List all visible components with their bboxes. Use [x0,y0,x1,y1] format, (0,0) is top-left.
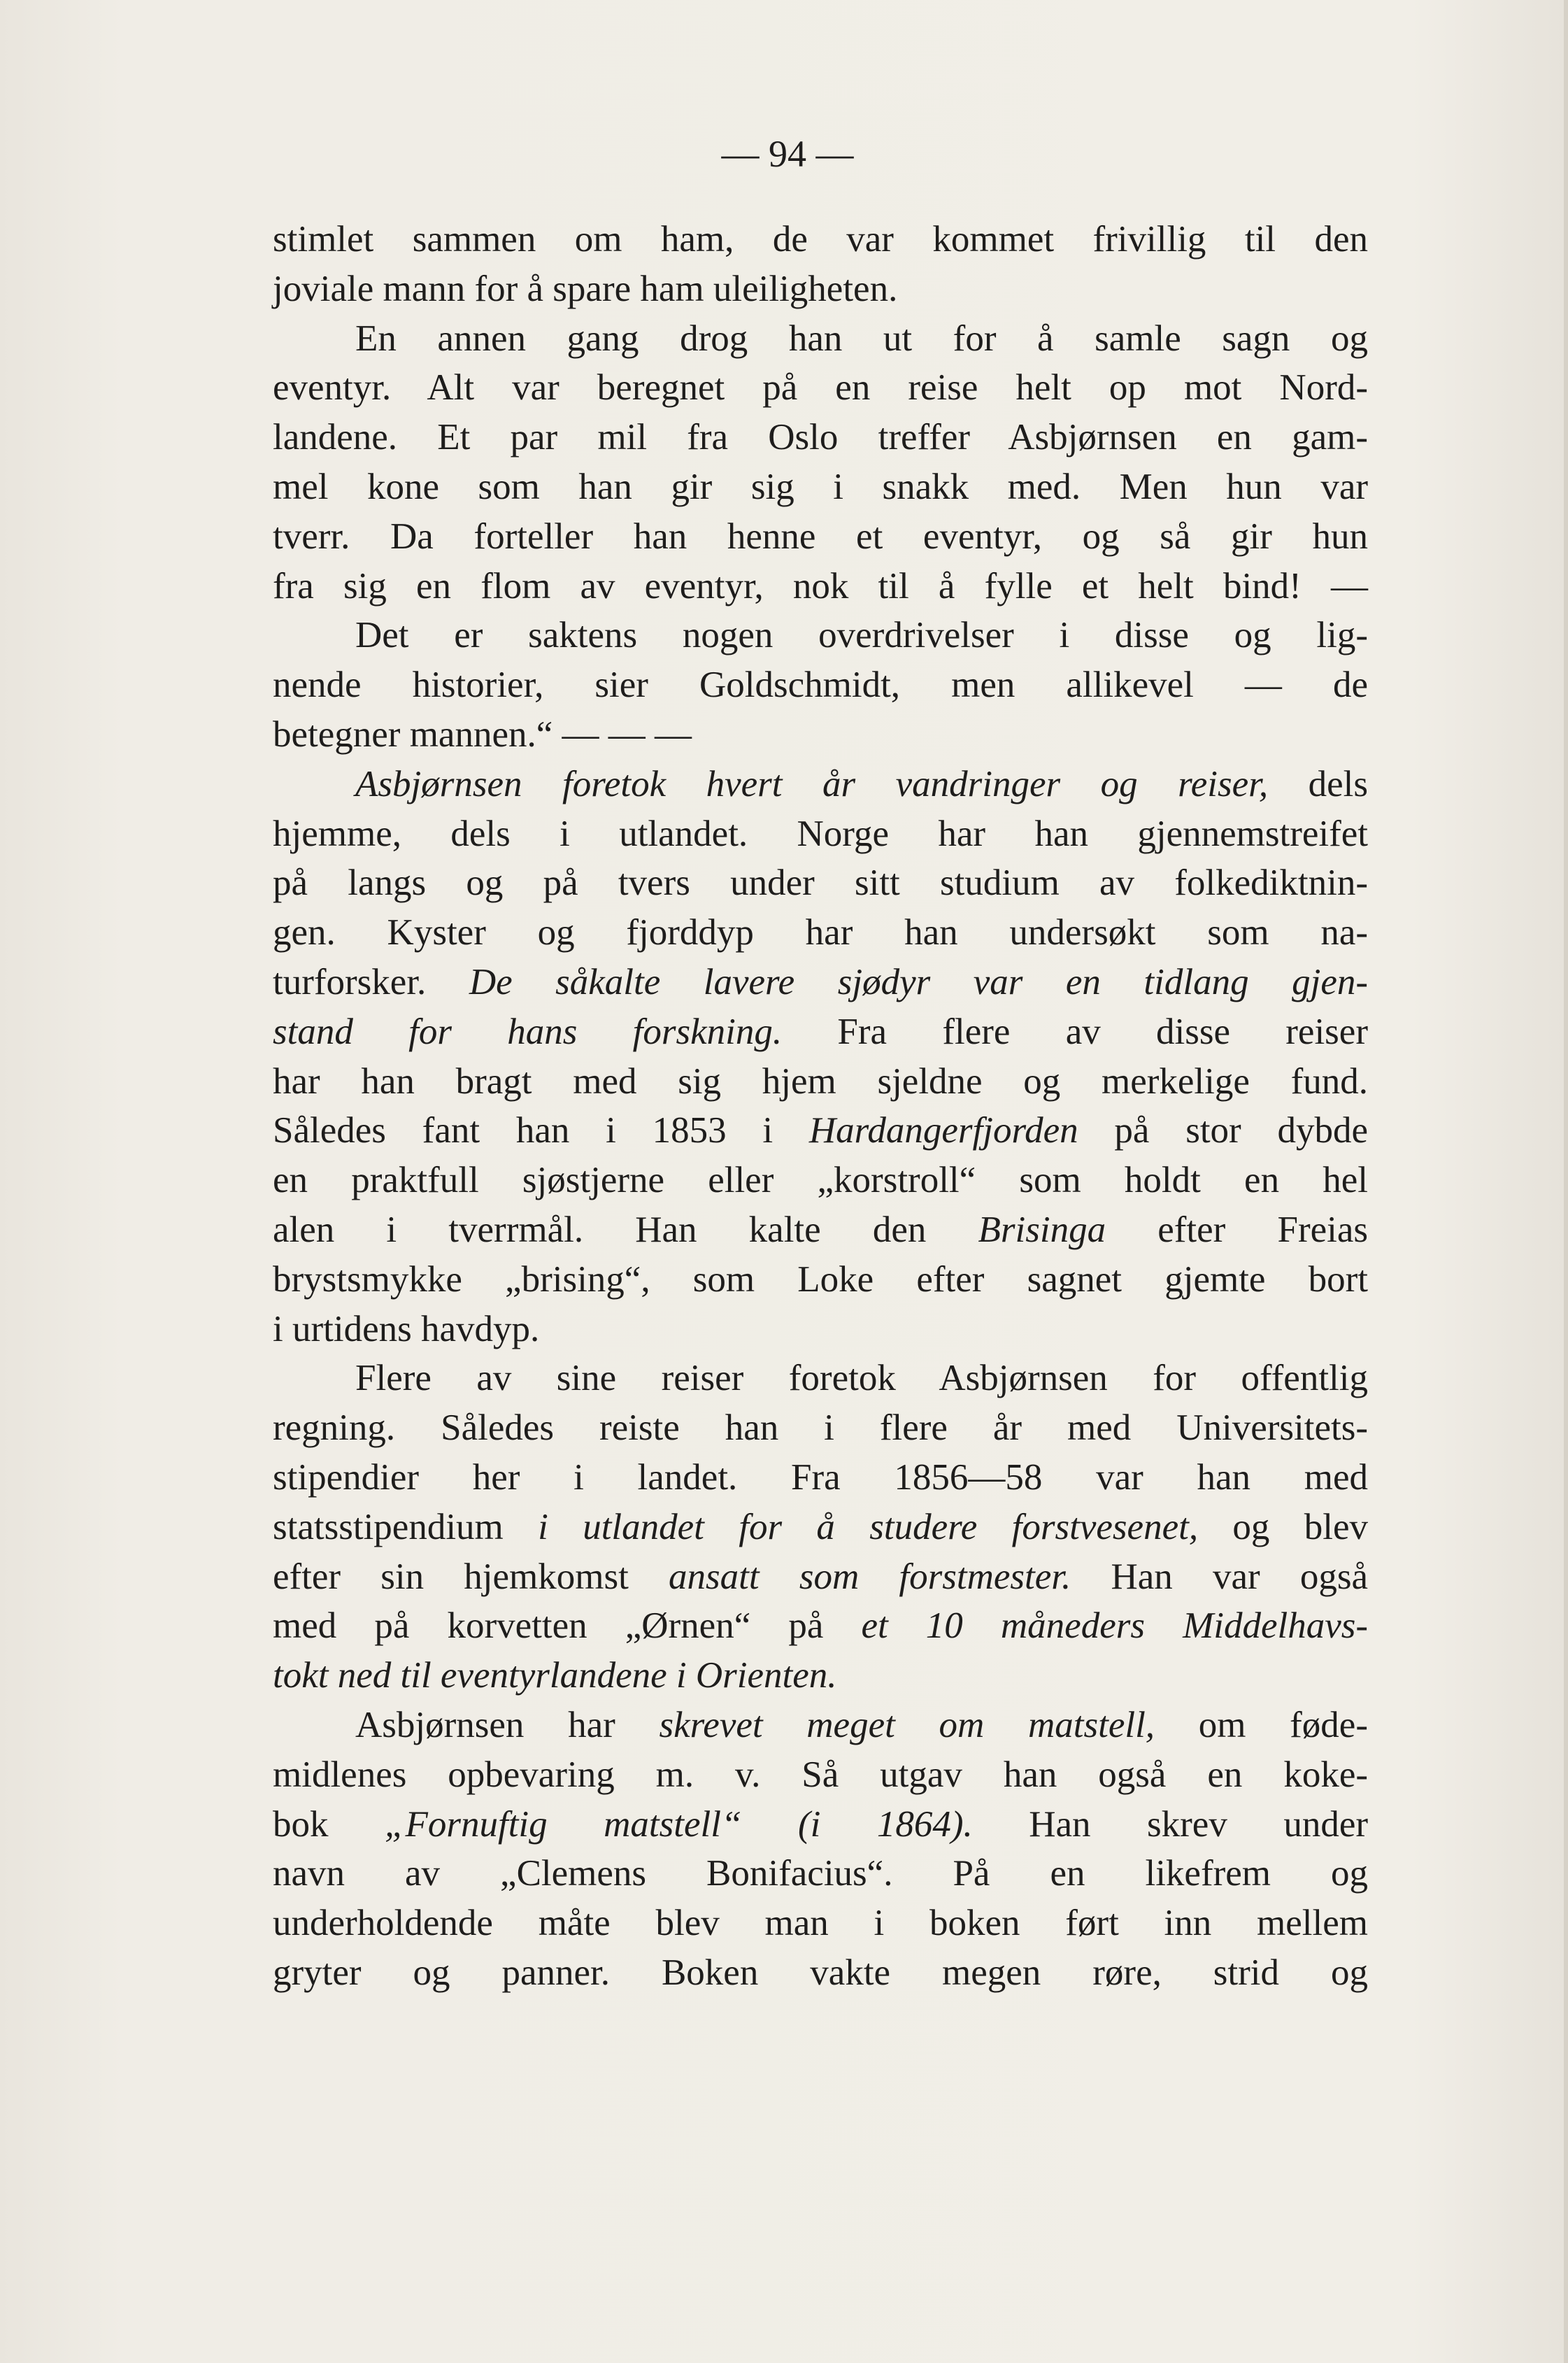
plain-phrase: efter sin hjemkomst [273,1556,669,1597]
italic-phrase: tokt ned til eventyrlandene i Orienten. [273,1655,837,1696]
plain-phrase: Fra flere av disse reiser [782,1011,1368,1052]
plain-phrase: alen i tverrmål. Han kalte den [273,1209,978,1250]
italic-phrase: skrevet meget om matstell, [659,1704,1155,1745]
italic-phrase: Asbjørnsen foretok hvert år vandringer og reiser, [355,763,1269,804]
italic-phrase: et 10 måneders Middelhavs- [861,1605,1368,1647]
text-line: joviale mann for å spare ham uleiligheten. [273,268,898,309]
plain-phrase: med på korvetten „Ørnen“ på [273,1605,862,1647]
text-line: gen. Kyster og fjorddyp har han undersøkt som na- [273,912,1368,953]
text-line: navn av „Clemens Bonifacius“. På en likefrem og [273,1853,1368,1894]
text-line: fra sig en flom av eventyr, nok til å fylle et helt bind! — [273,565,1368,606]
text-line [273,1503,1368,1552]
plain-phrase: om føde- [1155,1704,1368,1745]
text-line: nende historier, sier Goldschmidt, men allikevel — de [273,665,1368,706]
text-line: en praktfull sjøstjerne eller „korstroll“ som holdt en hel [273,1160,1368,1201]
page-edge-shadow [1564,0,1568,2363]
italic-phrase: Hardangerfjorden [808,1110,1078,1151]
text-line [273,1800,1368,1850]
text-line: brystsmykke „brising“, som Loke efter sagnet gjemte bort [273,1258,1368,1300]
plain-phrase: dels [1268,763,1369,804]
text-line: eventyr. Alt var beregnet på en reise helt op mot Nord- [273,367,1368,409]
plain-phrase: på stor dybde [1078,1110,1368,1151]
text-line: hjemme, dels i utlandet. Norge har han gjennemstreifet [273,813,1368,854]
plain-phrase: Asbjørnsen har [355,1704,660,1745]
italic-phrase: Brisinga [978,1209,1106,1250]
plain-phrase: bok [273,1803,385,1845]
text-line: underholdende måte blev man i boken ført inn mellem [273,1903,1368,1944]
plain-phrase: statsstipendium [273,1506,539,1547]
text-line: Det er saktens nogen overdrivelser i disse og lig- [355,615,1368,656]
text-line [273,760,1368,809]
plain-phrase: og blev [1198,1506,1369,1547]
text-line: midlenes opbevaring m. v. Så utgav han også en koke- [273,1754,1368,1795]
text-line [273,1205,1368,1255]
text-line: i urtidens havdyp. [273,1308,540,1349]
plain-phrase: turforsker. [273,961,469,1002]
text-line: på langs og på tvers under sitt studium av folkediktnin- [273,863,1368,904]
italic-phrase: stand for hans forskning. [273,1011,783,1052]
text-line [273,1701,1368,1750]
plain-phrase: Han skrev under [972,1803,1368,1845]
text-line: har han bragt med sig hjem sjeldne og merkelige fund. [273,1060,1368,1102]
text-line: gryter og panner. Boken vakte megen røre, strid og [273,1952,1368,1993]
text-line [273,1601,1368,1651]
plain-phrase: Han var også [1071,1556,1368,1597]
text-line: Flere av sine reiser foretok Asbjørnsen for offentlig [355,1358,1368,1399]
text-line: landene. Et par mil fra Oslo treffer Asbjørnsen en gam- [273,417,1368,458]
plain-phrase: efter Freias [1106,1209,1368,1250]
plain-phrase: Således fant han i 1853 i [273,1110,809,1151]
italic-phrase: ansatt som forstmester. [669,1556,1071,1597]
text-line: stimlet sammen om ham, de var kommet frivillig til den [273,219,1368,260]
text-line [273,1106,1368,1156]
text-line: regning. Således reiste han i flere år med Universitets- [273,1407,1368,1449]
body-text [273,215,1368,1998]
text-line [273,1007,1368,1057]
text-line: betegner mannen.“ — — — [273,714,692,755]
italic-phrase: „Fornuftig matstell“ (i 1864). [385,1803,973,1845]
page-number: — 94 — [721,133,854,175]
text-line: En annen gang drog han ut for å samle sagn og [355,318,1368,359]
text-line [273,958,1368,1007]
text-line: mel kone som han gir sig i snakk med. Men hun var [273,466,1368,507]
text-line [273,1552,1368,1602]
text-line: stipendier her i landet. Fra 1856—58 var han med [273,1456,1368,1498]
italic-phrase: i utlandet for å studere forstvesenet, [538,1506,1199,1547]
text-line [273,1651,1368,1701]
text-line: tverr. Da forteller han henne et eventyr, og så gir hun [273,516,1368,557]
italic-phrase: De såkalte lavere sjødyr var en tidlang gjen- [469,961,1368,1002]
